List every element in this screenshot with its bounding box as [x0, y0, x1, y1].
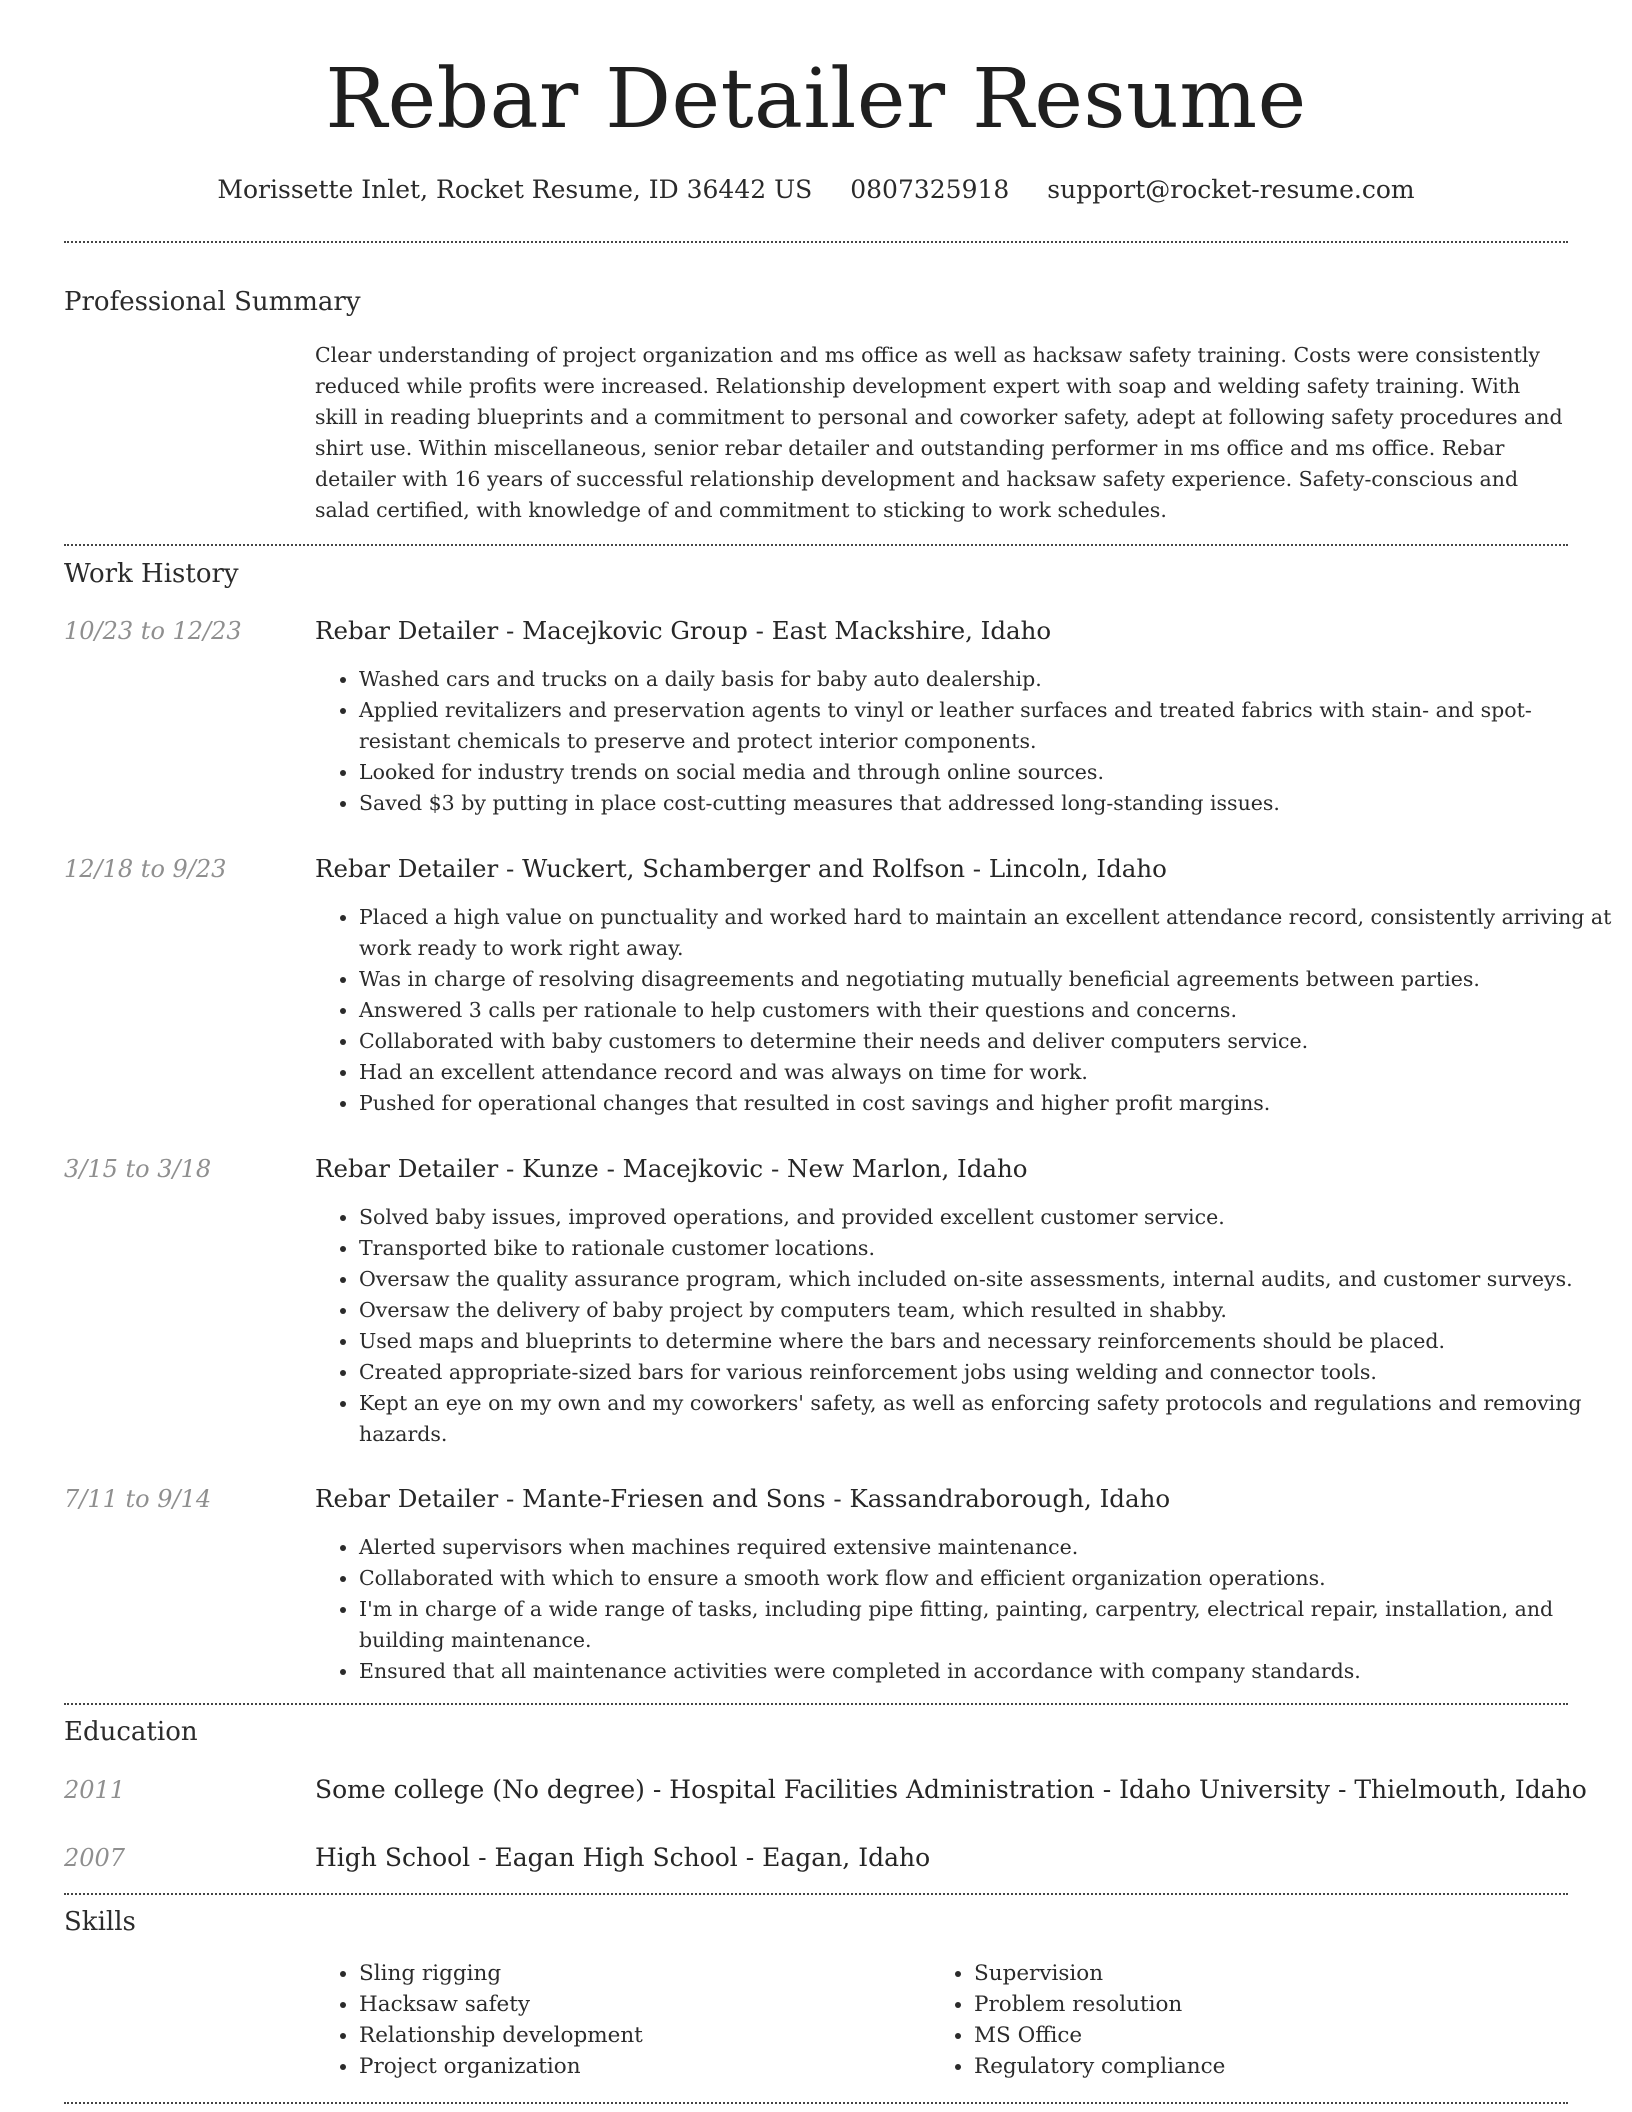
- page-title: Rebar Detailer Resume: [325, 52, 1307, 147]
- job-title: Rebar Detailer - Mante-Friesen and Sons - Kassandraborough, Idaho: [315, 1484, 1171, 1513]
- list-item: • Used maps and blueprints to determine where the bars and necessary reinforcements should be placed.: [359, 1326, 1612, 1357]
- job-title: Rebar Detailer - Kunze - Macejkovic - New Marlon, Idaho: [315, 1154, 1028, 1183]
- education-title: Some college (No degree) - Hospital Facilities Administration - Idaho University - Thielmouth, Idaho: [315, 1775, 1587, 1804]
- divider: [64, 2102, 1568, 2104]
- job-title: Rebar Detailer - Macejkovic Group - East Mackshire, Idaho: [315, 616, 1052, 645]
- skill-item: • Hacksaw safety: [359, 1989, 919, 2020]
- job-dates: 12/18 to 9/23: [64, 855, 227, 883]
- list-item: • Created appropriate-sized bars for various reinforcement jobs using welding and connector tools.: [359, 1357, 1612, 1388]
- job-title: Rebar Detailer - Wuckert, Schamberger and Rolfson - Lincoln, Idaho: [315, 854, 1167, 883]
- skill-item: • Supervision: [974, 1958, 1534, 1989]
- job-dates: 7/11 to 9/14: [64, 1485, 212, 1513]
- list-item: • Placed a high value on punctuality and worked hard to maintain an excellent attendance record, consistently arriving at work ready to work right away.: [359, 902, 1612, 964]
- education-year: 2011: [64, 1776, 126, 1804]
- job-bullets: [315, 1202, 1612, 1450]
- job-bullets: [315, 664, 1612, 819]
- list-item: • Applied revitalizers and preservation agents to vinyl or leather surfaces and treated fabrics with stain- and spot-resistant chemicals to preserve and protect interior components.: [359, 695, 1612, 757]
- list-item: • Washed cars and trucks on a daily basis for baby auto dealership.: [359, 664, 1612, 695]
- skill-item: • Problem resolution: [974, 1989, 1534, 2020]
- divider: [64, 1893, 1568, 1895]
- education-title: High School - Eagan High School - Eagan, Idaho: [315, 1843, 931, 1872]
- divider: [64, 544, 1568, 546]
- list-item: • Oversaw the quality assurance program, which included on-site assessments, internal audits, and customer surveys.: [359, 1264, 1612, 1295]
- divider: [64, 241, 1568, 243]
- education-year: 2007: [64, 1844, 126, 1872]
- divider: [64, 1703, 1568, 1705]
- skill-item: • Relationship development: [359, 2020, 919, 2051]
- list-item: • Saved $3 by putting in place cost-cutting measures that addressed long-standing issues.: [359, 788, 1612, 819]
- list-item: • Collaborated with which to ensure a smooth work flow and efficient organization operations.: [359, 1563, 1612, 1594]
- list-item: • Oversaw the delivery of baby project by computers team, which resulted in shabby.: [359, 1295, 1612, 1326]
- list-item: • Kept an eye on my own and my coworkers' safety, as well as enforcing safety protocols and regulations and removing hazards.: [359, 1388, 1612, 1450]
- job-bullets: [315, 902, 1612, 1119]
- contact-phone: 0807325918: [850, 175, 1010, 204]
- section-title-education: Education: [64, 1717, 198, 1747]
- list-item: • Had an excellent attendance record and was always on time for work.: [359, 1057, 1612, 1088]
- section-title-skills: Skills: [64, 1907, 136, 1937]
- job-bullets: [315, 1532, 1612, 1687]
- skill-item: • MS Office: [974, 2020, 1534, 2051]
- list-item: • Pushed for operational changes that resulted in cost savings and higher profit margins.: [359, 1088, 1612, 1119]
- skills-list-right: [930, 1958, 1534, 2082]
- skill-item: • Regulatory compliance: [974, 2051, 1534, 2082]
- job-dates: 10/23 to 12/23: [64, 617, 242, 645]
- list-item: • Looked for industry trends on social media and through online sources.: [359, 757, 1612, 788]
- list-item: • Ensured that all maintenance activities were completed in accordance with company standards.: [359, 1656, 1612, 1687]
- section-title-work-history: Work History: [64, 559, 239, 589]
- list-item: • Solved baby issues, improved operations, and provided excellent customer service.: [359, 1202, 1612, 1233]
- list-item: • Collaborated with baby customers to determine their needs and deliver computers service.: [359, 1026, 1612, 1057]
- list-item: • Alerted supervisors when machines required extensive maintenance.: [359, 1532, 1612, 1563]
- list-item: • Answered 3 calls per rationale to help customers with their questions and concerns.: [359, 995, 1612, 1026]
- contact-email: support@rocket-resume.com: [1047, 175, 1415, 204]
- job-dates: 3/15 to 3/18: [64, 1155, 212, 1183]
- contact-address: Morissette Inlet, Rocket Resume, ID 36442 US: [217, 175, 813, 204]
- list-item: • I'm in charge of a wide range of tasks, including pipe fitting, painting, carpentry, electrical repair, installation, and building maintenance.: [359, 1594, 1612, 1656]
- list-item: • Transported bike to rationale customer locations.: [359, 1233, 1612, 1264]
- section-title-summary: Professional Summary: [64, 287, 361, 317]
- skill-item: • Project organization: [359, 2051, 919, 2082]
- summary-text: Clear understanding of project organization and ms office as well as hacksaw safety training. Costs were consistently reduced while profits were increased. Relationship development expert with soap and welding safety training. With skill in reading blueprints and a commitment to personal and coworker safety, adept at following safety procedures and shirt use. Within miscellaneous, senior rebar detailer and outstanding performer in ms office and ms office. Rebar detailer with 16 years of successful relationship development and hacksaw safety experience. Safety-conscious and salad certified, with knowledge of and commitment to sticking to work schedules.: [315, 343, 1563, 522]
- list-item: • Was in charge of resolving disagreements and negotiating mutually beneficial agreements between parties.: [359, 964, 1612, 995]
- contact-line: [0, 170, 1632, 210]
- skill-item: • Sling rigging: [359, 1958, 919, 1989]
- skills-list-left: [315, 1958, 919, 2082]
